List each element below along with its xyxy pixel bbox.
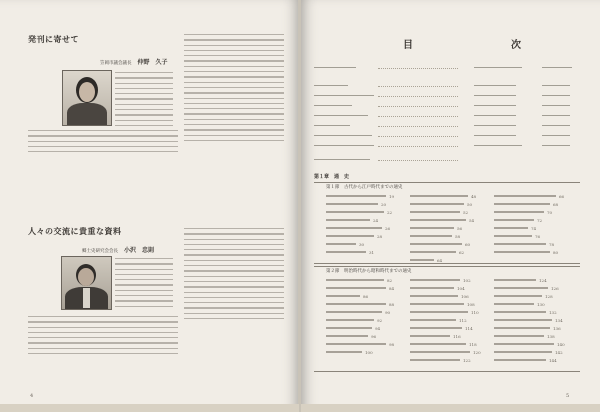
- section-2-heading: 第２節 明治時代から昭和時代までの通史: [326, 269, 412, 274]
- author-photo-woman: [62, 70, 112, 126]
- essay2-author: 小沢 忠則: [124, 247, 155, 254]
- page-number-right: 5: [566, 393, 570, 399]
- toc-entry: [314, 92, 578, 100]
- toc-entry: [314, 132, 578, 140]
- chapter-1-heading: [314, 173, 349, 180]
- section-2-col-c: 124 126 128 130 132 134 136 138 140 142 144: [494, 276, 565, 364]
- section-1-col-b: 48 50 52 54 56 58 60 62 64: [410, 192, 476, 264]
- toc-entry: [314, 122, 578, 130]
- section-1-heading: 第１節 古代から江戸時代までの通史: [326, 185, 403, 190]
- essay2-text-cont: [28, 316, 178, 358]
- page-edge-right: [301, 404, 600, 412]
- section-2-col-b: 102 104 106 108 110 112 114 116 118 120 122: [410, 276, 481, 364]
- essay1-text-col2: [184, 34, 284, 145]
- section-1-col-a: 19 20 22 24 26 28 30 31: [326, 192, 394, 256]
- essay1-text-short: [115, 72, 173, 130]
- essay2-affiliation: 郷土史研究会会長: [82, 249, 118, 254]
- toc-entry: [314, 156, 578, 164]
- chapter-1-name: 通 史: [334, 174, 350, 180]
- section-2-col-a: 82 84 86 88 90 92 94 96 98 100: [326, 276, 394, 356]
- essay1-text-cont: [28, 130, 178, 156]
- essay1-signature: [100, 57, 168, 66]
- chapter-1-number: 第１章: [314, 174, 330, 180]
- essay2-signature: [82, 245, 154, 254]
- left-page: [0, 0, 299, 412]
- toc-entry: [314, 112, 578, 120]
- page-number-left: 4: [30, 393, 34, 399]
- essay2-text-col2: [184, 228, 284, 323]
- toc-entry: [314, 64, 578, 72]
- essay1-affiliation: 笠岡市議会議長: [100, 61, 132, 66]
- page-edge-left: [0, 404, 299, 412]
- toc-entry: [314, 102, 578, 110]
- toc-entry: [314, 82, 578, 90]
- toc-title: 目 次: [403, 40, 547, 51]
- toc-entry: [314, 142, 578, 150]
- essay2-title: 人々の交流に貴重な資料: [28, 226, 122, 236]
- essay2-text-short: [115, 258, 173, 311]
- author-photo-man: [61, 256, 112, 310]
- essay1-title: 発刊に寄せて: [28, 34, 79, 44]
- essay1-author: 仲野 久子: [137, 59, 168, 66]
- section-1-col-c: 66 68 70 72 74 76 78 80: [494, 192, 564, 256]
